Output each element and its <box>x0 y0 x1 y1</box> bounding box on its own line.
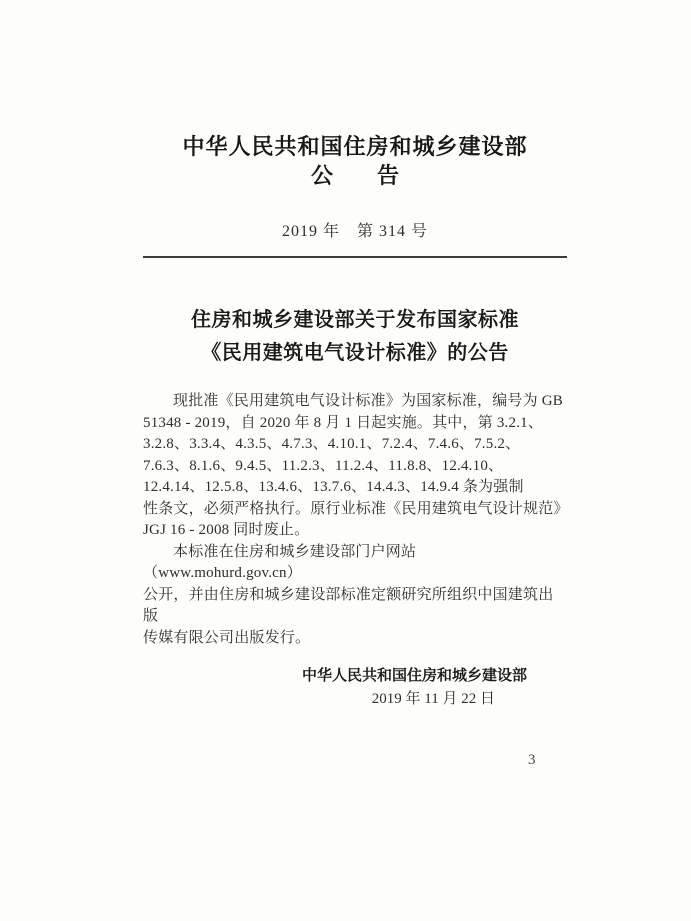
body-line: 公开，并由住房和城乡建设部标准定额研究所组织中国建筑出版 <box>143 586 554 624</box>
body-text <box>143 391 567 649</box>
body-line: 12.4.14、12.5.8、13.4.6、13.7.6、14.4.3、14.9.4 条为强制 <box>143 479 524 495</box>
paragraph-2 <box>143 542 567 650</box>
page-number: 3 <box>528 752 536 768</box>
body-line: JGJ 16 - 2008 同时废止。 <box>143 522 310 538</box>
body-line: 本标准在住房和城乡建设部门户网站（www.mohurd.gov.cn） <box>143 543 417 581</box>
document-title-line1: 住房和城乡建设部关于发布国家标准 <box>191 309 519 331</box>
body-line: 传媒有限公司出版发行。 <box>143 629 311 646</box>
document-title <box>143 304 567 370</box>
ministry-header: 中华人民共和国住房和城乡建设部 <box>182 134 528 159</box>
signature-date: 2019 年 11 月 22 日 <box>371 691 495 707</box>
announcement-word: 公 告 <box>310 163 399 188</box>
body-line: 性条文，必须严格执行。原行业标准《民用建筑电气设计规范》 <box>143 500 569 517</box>
issue-number: 2019 年 第 314 号 <box>281 223 428 240</box>
body-line: 3.2.8、3.3.4、4.3.5、4.7.3、4.10.1、7.2.4、7.4.6、7.5.2、 <box>143 436 521 452</box>
body-line: 51348 - 2019，自 2020 年 8 月 1 日起实施。其中，第 3.2.1、 <box>143 414 544 431</box>
document-title-line2: 《民用建筑电气设计标准》的公告 <box>201 342 509 364</box>
header-divider <box>143 256 567 258</box>
document-content <box>143 0 567 708</box>
body-line: 现批准《民用建筑电气设计标准》为国家标准，编号为 GB <box>173 393 563 409</box>
paragraph-1 <box>143 391 567 542</box>
signature-organization: 中华人民共和国住房和城乡建设部 <box>301 667 527 684</box>
body-line: 7.6.3、8.1.6、9.4.5、11.2.3、11.2.4、11.8.8、12.4.10、 <box>143 457 504 474</box>
